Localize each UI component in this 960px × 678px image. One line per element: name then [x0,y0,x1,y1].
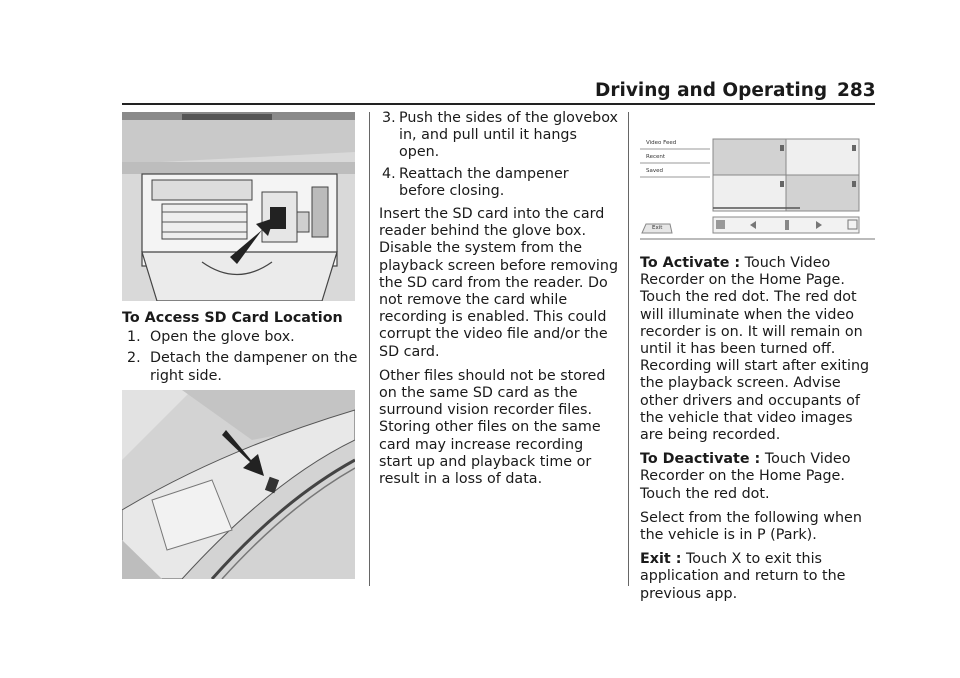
step-item [379,110,619,162]
select-paragraph: Select from the following when the vehicle is in P (Park). [640,509,862,544]
header-divider [122,103,875,105]
step-text: Detach the dampener on the right side. [150,350,358,384]
section-title: Driving and Operating [595,80,828,101]
deactivate-text: Touch Video Recorder on the Home Page. Touch the red dot. [640,451,851,502]
activate-label: To Activate : [640,255,741,271]
video-recorder-screen [640,133,875,240]
step-number: 4. [382,165,396,182]
step-number: 1. [127,329,141,346]
steps-list [379,110,619,200]
menu-item-saved: Saved [646,168,663,174]
column-3-text [640,255,880,610]
page-number: 283 [837,80,876,101]
steps-list [122,329,362,385]
exit-text: Touch X to exit this application and return to the previous app. [640,551,846,602]
step-text: Push the sides of the glovebox in, and pull until it hangs open. [399,110,619,161]
column-2-text [379,110,619,495]
activate-text: Touch Video Recorder on the Home Page. Touch the red dot. The red dot will illuminate when the video recorder is on. It will remain on until it has been turned off. Recording will start after exiting the playback screen. Advise other drivers and occupants of the vehicle that video images are being recorded. [640,255,870,444]
column-divider [628,112,629,586]
step-number: 3. [382,110,396,126]
step-item [122,350,362,384]
sd-card-location-heading: To Access SD Card Location [122,310,343,326]
glovebox-open-illustration [122,112,355,301]
exit-label: Exit : [640,551,682,568]
paragraph: Insert the SD card into the card reader behind the glove box. Disable the system from the playback screen before removing the SD card from the reader. Do not remove the card while recording is enabled. This could corrupt the video file and/or the SD card. [379,206,619,360]
menu-item-video-feed: Video Feed [646,140,677,146]
step-item [122,329,362,346]
activate-paragraph [640,255,880,444]
dampener-illustration [122,390,355,579]
exit-paragraph [640,551,880,603]
step-text: Reattach the dampener before closing. [399,165,569,199]
step-text: Open the glove box. [150,329,295,346]
menu-item-recent: Recent [646,154,666,160]
step-item [379,166,619,200]
deactivate-label: To Deactivate : [640,451,761,468]
column-divider [369,112,370,586]
step-number: 2. [127,350,141,367]
exit-tab: Exit [652,225,663,231]
column-1-text [122,310,362,389]
paragraph: Other files should not be stored on the same SD card as the surround vision recorder files. Storing other files on the same card may increase recording start up and playback time or result in a loss of data. [379,367,606,488]
deactivate-paragraph [640,451,880,503]
